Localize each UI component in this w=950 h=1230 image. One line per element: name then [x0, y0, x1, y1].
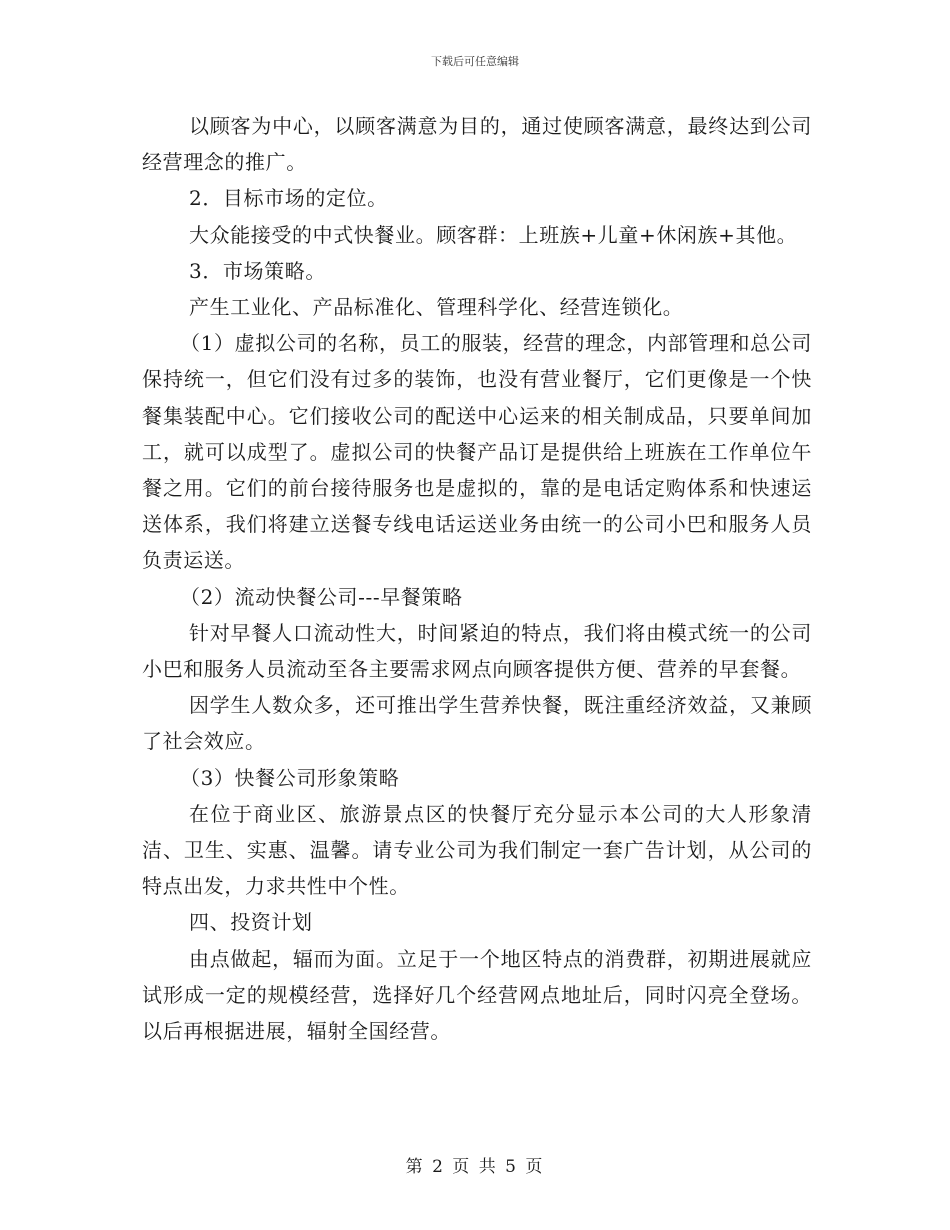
- paragraph-student-meals: 因学生人数众多，还可推出学生营养快餐，既注重经济效益，又兼顾了社会效应。: [142, 693, 812, 754]
- paragraph-customer-centric: 以顾客为中心，以顾客满意为目的，通过使顾客满意，最终达到公司经营理念的推广。: [142, 114, 812, 175]
- paragraph-market-strategy: 产生工业化、产品标准化、管理科学化、经营连锁化。: [189, 295, 684, 320]
- heading-market-strategy: 3．市场策略。: [189, 258, 326, 283]
- paragraph-target-market: 大众能接受的中式快餐业。顾客群：上班族+儿童+休闲族+其他。: [189, 222, 798, 247]
- paragraph-investment-plan: 由点做起，辐而为面。立足于一个地区特点的消费群，初期进展就应试形成一定的规模经营，选择好几个经营网点地址后，同时闪亮全登场。以后再根据进展，辐射全国经营。: [142, 946, 812, 1044]
- page-number-footer: 第 2 页 共 5 页: [405, 1157, 545, 1177]
- page-header: 下载后可任意编辑: [431, 55, 519, 68]
- heading-image-strategy: （3）快餐公司形象策略: [180, 765, 400, 790]
- heading-investment-plan: 四、投资计划: [189, 910, 313, 935]
- heading-target-market: 2．目标市场的定位。: [189, 186, 388, 211]
- paragraph-breakfast-strategy: 针对早餐人口流动性大，时间紧迫的特点，我们将由模式统一的公司小巴和服务人员流动至各主要需求网点向顾客提供方便、营养的早套餐。: [142, 620, 812, 682]
- document-body: [142, 108, 812, 1049]
- paragraph-image-strategy: 在位于商业区、旅游景点区的快餐厅充分显示本公司的大人形象清洁、卫生、实惠、温馨。请专业公司为我们制定一套广告计划，从公司的特点出发，力求共性中个性。: [142, 801, 812, 899]
- paragraph-virtual-company: （1）虚拟公司的名称，员工的服装，经营的理念，内部管理和总公司保持统一，但它们没有过多的装饰，也没有营业餐厅，它们更像是一个快餐集装配中心。它们接收公司的配送中心运来的相关制成品，只要单间加工，就可以成型了。虚拟公司的快餐产品订是提供给上班族在工作单位午餐之用。它们的前台接待服务也是虚拟的，靠的是电话定购体系和快速运送体系，我们将建立送餐专线电话运送业务由统一的公司小巴和服务人员负责运送。: [142, 331, 812, 573]
- heading-breakfast-strategy: （2）流动快餐公司---早餐策略: [180, 584, 463, 609]
